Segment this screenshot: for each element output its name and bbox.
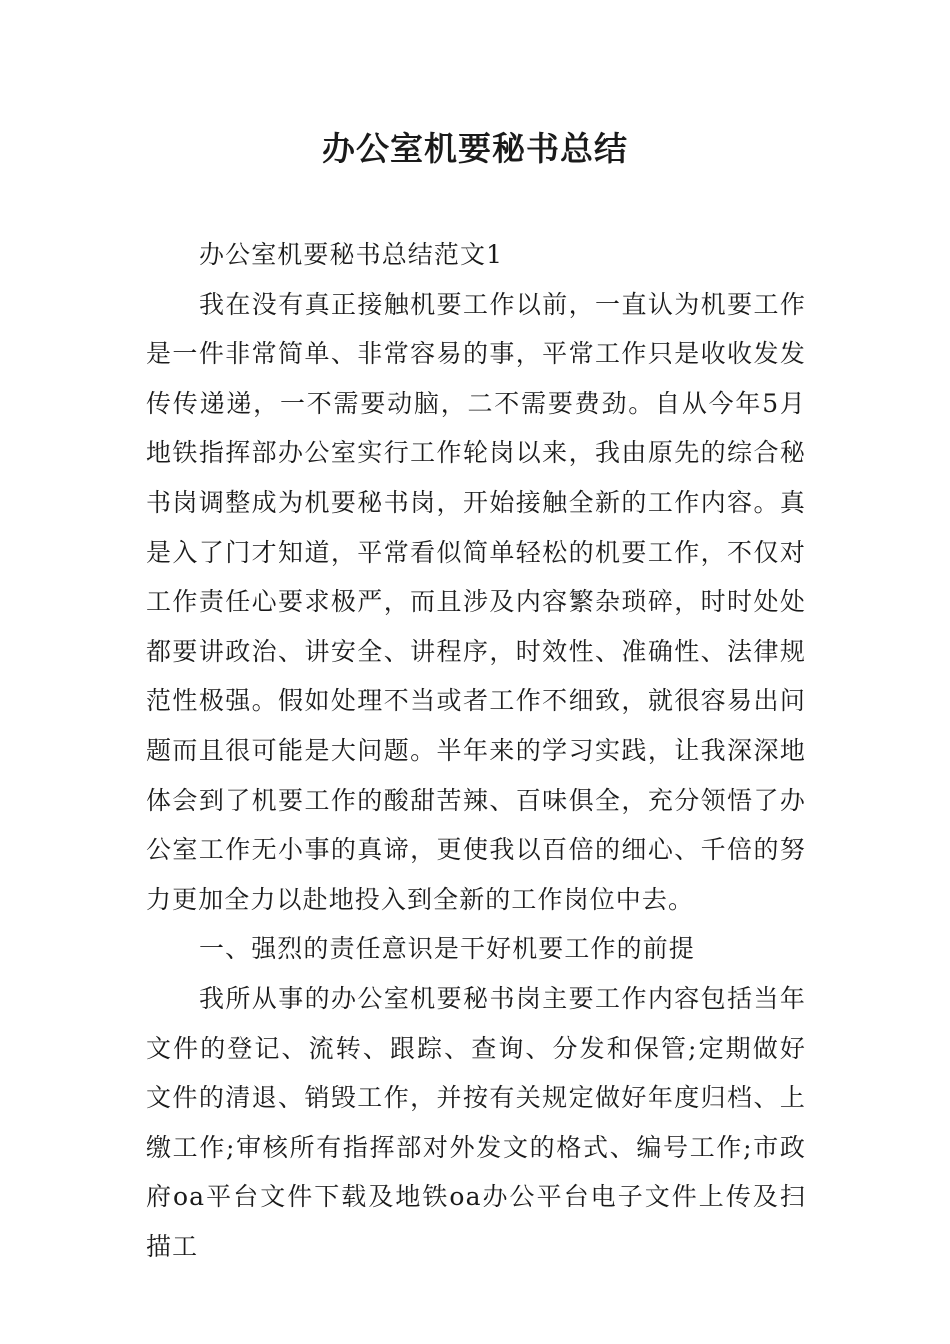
paragraph-duties: 我所从事的办公室机要秘书岗主要工作内容包括当年文件的登记、流转、跟踪、查询、分发和保管;定期做好文件的清退、销毁工作，并按有关规定做好年度归档、上缴工作;审核所有指挥部对外发文的格式、编号工作;市政府oa平台文件下载及地铁oa办公平台电子文件上传及扫描工 [146, 983, 806, 1261]
document-body [146, 230, 806, 1271]
paragraph-intro: 我在没有真正接触机要工作以前，一直认为机要工作是一件非常简单、非常容易的事，平常工作只是收收发发传传递递，一不需要动脑，二不需要费劲。自从今年5月地铁指挥部办公室实行工作轮岗以来，我由原先的综合秘书岗调整成为机要秘书岗，开始接触全新的工作内容。真是入了门才知道，平常看似简单轻松的机要工作，不仅对工作责任心要求极严，而且涉及内容繁杂琐碎，时时处处都要讲政治、讲安全、讲程序，时效性、准确性、法律规范性极强。假如处理不当或者工作不细致，就很容易出问题而且很可能是大问题。半年来的学习实践，让我深深地体会到了机要工作的酸甜苦辣、百味俱全，充分领悟了办公室工作无小事的真谛，更使我以百倍的细心、千倍的努力更加全力以赴地投入到全新的工作岗位中去。 [146, 289, 806, 914]
section-heading-responsibility: 一、强烈的责任意识是干好机要工作的前提 [199, 934, 695, 964]
document-title: 办公室机要秘书总结 [322, 129, 628, 168]
section-heading-example-1: 办公室机要秘书总结范文1 [199, 240, 504, 269]
